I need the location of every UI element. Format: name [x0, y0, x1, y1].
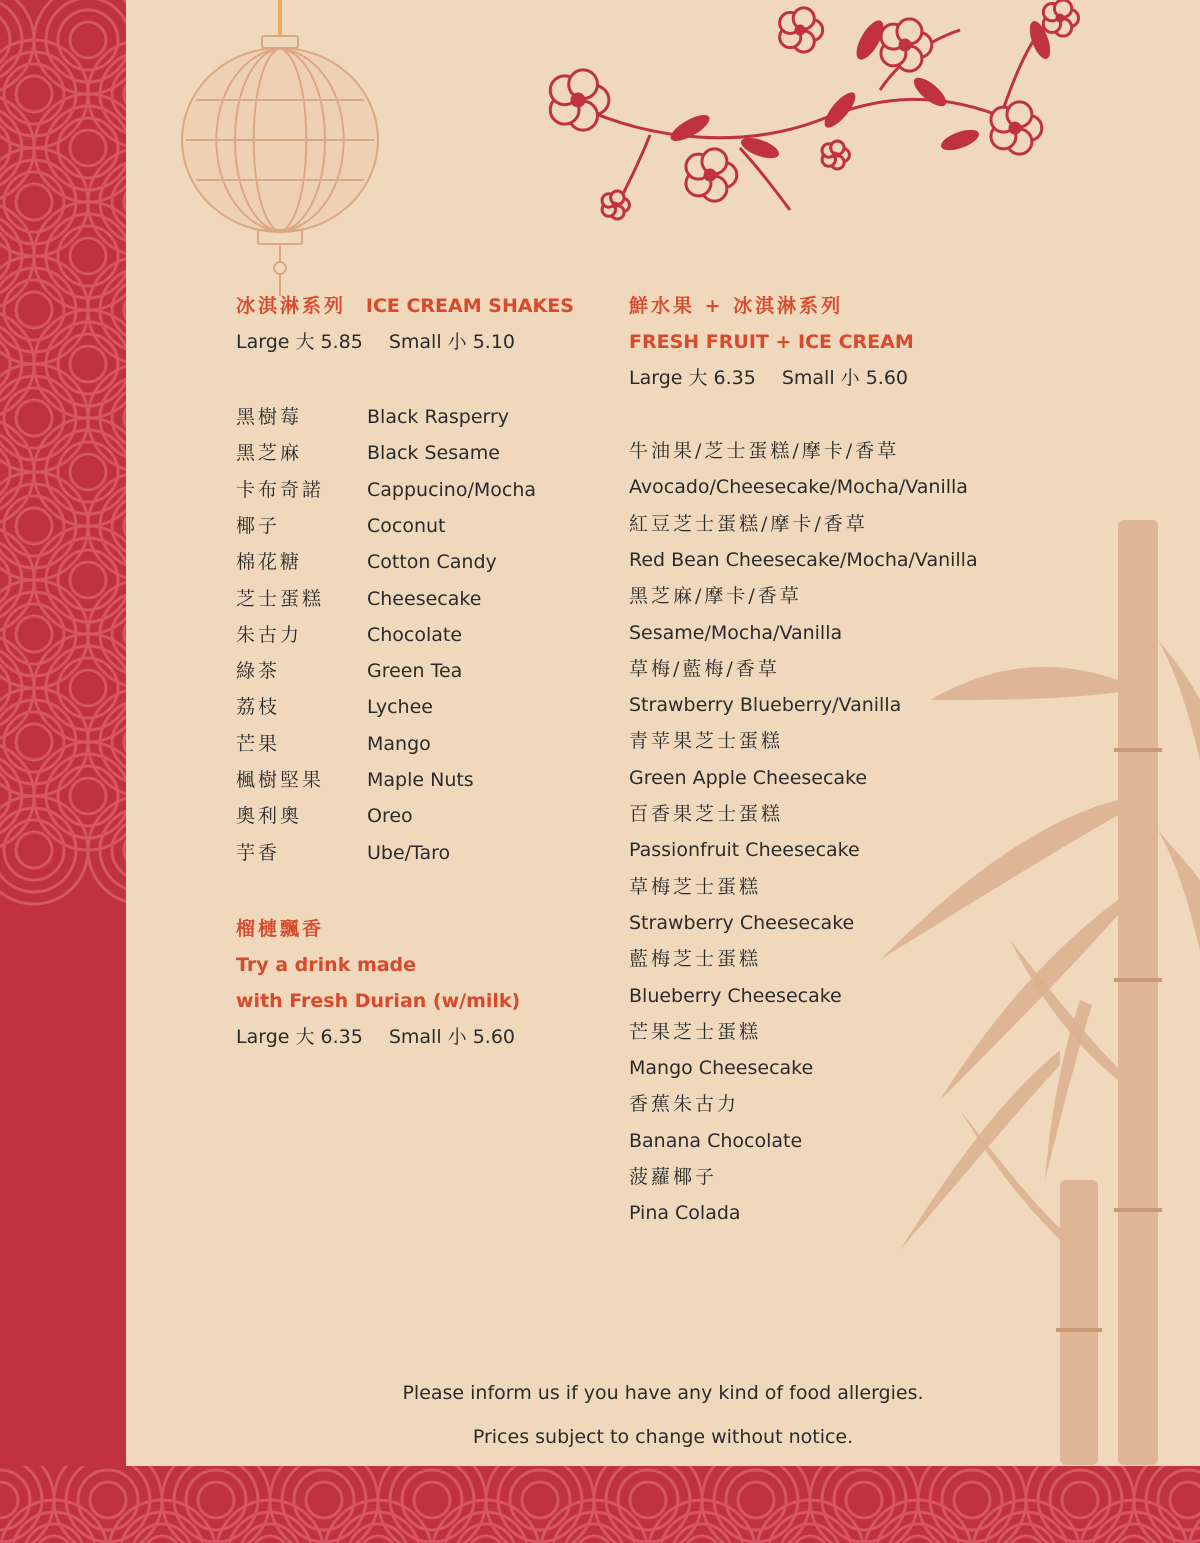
- shake-item-en: Coconut: [367, 514, 446, 537]
- shake-item-zh: 卡布奇諾: [236, 478, 325, 501]
- shake-item-zh: 芋香: [236, 841, 281, 864]
- shakes-prices: [236, 330, 515, 354]
- fruit-item-en: Strawberry Blueberry/Vanilla: [629, 694, 902, 717]
- fruit-item-zh: 藍梅芝士蛋糕: [629, 948, 762, 971]
- fruit-item-zh: 牛油果/芝士蛋糕/摩卡/香草: [629, 440, 900, 462]
- shake-item-en: Green Tea: [367, 660, 463, 683]
- shake-item-en: Cappucino/Mocha: [367, 478, 537, 501]
- shake-item-zh: 綠茶: [236, 660, 281, 683]
- shakes-title-en: ICE CREAM SHAKES: [365, 295, 574, 317]
- fruit-item-zh: 草梅/藍梅/香草: [629, 657, 780, 680]
- fruit-price-large: Large 大 6.35: [629, 367, 756, 389]
- durian-price-large: Large 大 6.35: [236, 1026, 363, 1048]
- shake-item-en: Ube/Taro: [367, 841, 451, 864]
- shake-item-zh: 椰子: [236, 514, 281, 537]
- fruit-item-en: Red Bean Cheesecake/Mocha/Vanilla: [629, 548, 978, 571]
- fruit-item-en: Strawberry Cheesecake: [629, 911, 855, 934]
- fruit-item-zh: 香蕉朱古力: [629, 1093, 740, 1116]
- durian-line2: with Fresh Durian (w/milk): [236, 990, 521, 1012]
- fruit-prices: [629, 366, 908, 390]
- fruit-price-small: Small 小 5.60: [781, 367, 908, 389]
- shakes-price-large: Large 大 5.85: [236, 331, 363, 353]
- allergy-note: Please inform us if you have any kind of food allergies.: [402, 1382, 924, 1404]
- shake-item-zh: 芝士蛋糕: [236, 587, 325, 610]
- fruit-item-zh: 菠蘿椰子: [629, 1166, 718, 1188]
- fruit-item-zh: 黑芝麻/摩卡/香草: [629, 585, 802, 608]
- fruit-item-en: Sesame/Mocha/Vanilla: [629, 621, 843, 644]
- shakes-title-zh: 冰淇淋系列: [236, 295, 347, 317]
- fruit-item-en: Mango Cheesecake: [629, 1057, 814, 1080]
- shake-item-en: Mango: [367, 732, 431, 755]
- fruit-item-en: Pina Colada: [629, 1202, 741, 1225]
- fruit-item-en: Banana Chocolate: [629, 1129, 803, 1152]
- fruit-title-zh: 鮮水果 + 冰淇淋系列: [629, 295, 844, 317]
- shakes-title: [236, 294, 574, 318]
- fruit-item-zh: 青苹果芝士蛋糕: [629, 730, 784, 753]
- durian-line1: Try a drink made: [236, 954, 417, 976]
- shake-item-zh: 黑樹莓: [236, 406, 303, 428]
- fruit-item-zh: 百香果芝士蛋糕: [629, 803, 784, 825]
- shake-item-zh: 奧利奧: [236, 805, 303, 828]
- price-change-note: Prices subject to change without notice.: [472, 1426, 854, 1448]
- shake-item-en: Black Rasperry: [367, 406, 510, 428]
- shake-item-zh: 朱古力: [236, 623, 303, 646]
- fruit-item-zh: 芒果芝士蛋糕: [629, 1020, 762, 1043]
- fruit-item-en: Blueberry Cheesecake: [629, 984, 842, 1007]
- shake-item-en: Lychee: [367, 696, 433, 719]
- fruit-item-en: Green Apple Cheesecake: [629, 766, 868, 789]
- durian-price-small: Small 小 5.60: [388, 1026, 515, 1048]
- shakes-price-small: Small 小 5.10: [388, 331, 515, 353]
- durian-prices: [236, 1025, 515, 1049]
- shake-item-en: Cheesecake: [367, 587, 482, 610]
- shake-item-zh: 棉花糖: [236, 551, 303, 574]
- shake-item-en: Chocolate: [367, 623, 463, 646]
- shake-item-zh: 楓樹堅果: [236, 769, 325, 791]
- shake-item-zh: 荔枝: [236, 696, 281, 719]
- fruit-item-en: Avocado/Cheesecake/Mocha/Vanilla: [629, 476, 968, 499]
- shake-item-en: Black Sesame: [367, 442, 500, 465]
- fruit-item-zh: 草梅芝士蛋糕: [629, 875, 762, 898]
- shake-item-zh: 黑芝麻: [236, 442, 303, 465]
- shake-item-en: Oreo: [367, 805, 413, 828]
- shake-item-en: Cotton Candy: [367, 551, 497, 574]
- fruit-title-en: FRESH FRUIT + ICE CREAM: [629, 331, 914, 353]
- fruit-item-en: Passionfruit Cheesecake: [629, 839, 860, 862]
- durian-title-zh: 榴槤飄香: [236, 918, 325, 940]
- shake-item-en: Maple Nuts: [367, 769, 474, 791]
- fruit-item-zh: 紅豆芝士蛋糕/摩卡/香草: [629, 512, 868, 535]
- shake-item-zh: 芒果: [236, 732, 281, 755]
